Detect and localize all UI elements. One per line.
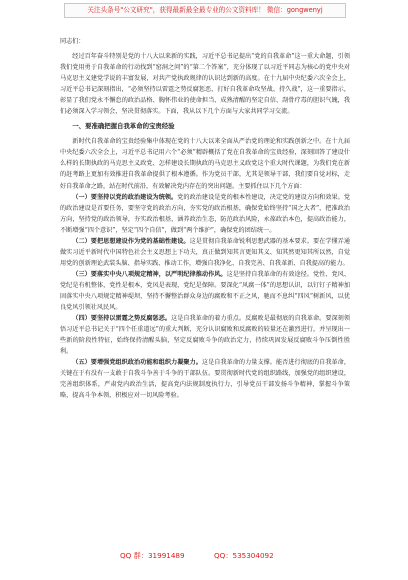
- greeting: 同志们：: [60, 38, 85, 45]
- point-paragraph: [60, 357, 350, 401]
- section-paragraph: 新时代自我革命的宝贵经验集中体现在党的十八大以来全面从严治党的理论和实践创新之中。在十九届中央纪委六次全会上，习近平总书记用六个“必须”精辟概括了党在自我革命的宝贵经验，深刻回答了建设什么样的长期执政的马克思主义政党、怎样建设长期执政的马克思主义政党这个重大时代课题，为我们党在新的赶考路上更加有效推进自我革命提供了根本遵循。作为党员干部，尤其是领导干部，我们要自觉对标，走好自我革命之路，站在时代前沿，有效解决党内存在的突出问题。主要抓住以下几个方面：: [60, 138, 350, 190]
- point-lead: （三）要落实中央八项规定精神，以严明纪律推动作风。: [72, 270, 227, 278]
- point-lead: （四）要坚持以雷霆之势反腐惩恶。: [72, 315, 172, 323]
- promo-banner-text: 关注头条号"公文研究"，获得最新最全最专业的公文资料库！ 微信：gongwenyj: [87, 6, 323, 14]
- point-body: 这是自我革命的着力重点。反腐败是最彻底的自我革命。要深刻领悟习近平总书记关于“四个任重道远”的重大判断，充分认识腐败和反腐败的较量还在激烈进行，并呈现出一些新的阶段性特征，始终保持清醒头脑，坚定反腐败斗争的政治定力，持续巩固发展反腐败斗争压倒性胜利。: [60, 315, 350, 356]
- point-lead: （一）要坚持以党的政治建设为统领。: [72, 193, 178, 201]
- contact-footer: [0, 551, 408, 565]
- point-body: 这是贯彻自我革命锐利思想武器的基本要求。要在学懂弄通做实习近平新时代中国特色社会主义思想上下功夫，真正做到知其言更知其义、知其然更知其所以然，自觉用党的创新理论武装头脑、指导实践、推动工作，增强自我净化、自我完善、自我革新、自我提高的能力。: [60, 237, 350, 267]
- qq-contact-text: QQ：535304092: [214, 551, 274, 560]
- point-body: 党的政治建设是党的根本性建设，决定党的建设方向和效果。党的政治建设是首要任务，要坚守党的政治方向，夯实党的政治根基，确保党始终坚持“国之大者”，把准政治方向，坚持党的政治领导，夯实政治根基，涵养政治生态，防范政治风险，永葆政治本色，提高政治能力，不断增强“四个意识”，坚定“四个自信”，做到“两个维护”，确保党的团结统一。: [60, 193, 350, 234]
- point-paragraph: [60, 313, 350, 357]
- point-paragraph: [60, 236, 350, 269]
- point-body: 这是坚持自我革命的有效途径。党性、党风、党纪是有机整体，党性是根本，党风是表现，党纪是保障。要深化“风腐一体”的思想认识，以钉钉子精神加固落实中央八项规定精神堤坝，坚持不懈整治群众身边的腐败和不正之风，驰而不息纠“四风”树新风，以优良党风引领社风民风。: [60, 270, 350, 312]
- intro-paragraph: 经过百年奋斗特别是党的十八大以来新的实践，习近平总书记提出“党的自我革命”这一重大命题，引领我们党用勇于自我革命的行动找到“窑洞之问”的“第二个答案”，充分体现了以习近平同志为核心的党中央对马克思主义建党学说的丰富发展，对共产党执政规律的认识达到新的高度。在十九届中央纪委六次全会上，习近平总书记深刻指出，“必须坚持以雷霆之势反腐惩恶，打好自我革命攻坚战、持久战”，这一重要指示，彰显了我们党永不懈怠的政治品格、胸怀伟业的使命担当、成熟清醒的坚定自信、刮骨疗毒的胆识气魄，我们必须深入学习领会，坚决贯彻落实。下面，我从以下几个方面与大家共同学习交流。: [60, 53, 350, 116]
- qq-group-text: QQ 群：31991489: [120, 551, 185, 560]
- point-paragraph: [60, 192, 350, 236]
- section-heading: 一、要准确把握自我革命的宝贵经验: [72, 122, 175, 131]
- point-body: 这是自我革命的力量支撑。能否进行彻底的自我革命，关键在于有没有一支敢于自我斗争善于斗争的干部队伍。要贯彻新时代党的组织路线，加强党的组织建设，完善组织体系，严肃党内政治生活，提高党内法规制度执行力，引导党员干部发扬斗争精神，掌握斗争策略，提高斗争本领，积极应对一切风险考验。: [60, 359, 350, 400]
- point-paragraph: [60, 269, 350, 313]
- document-body: [60, 36, 350, 541]
- point-lead: （二）要把思想建设作为党的基础性建设。: [72, 237, 190, 245]
- point-lead: （五）要增强党组织政治功能和组织力凝聚力。: [72, 359, 202, 367]
- promo-banner: [64, 3, 346, 18]
